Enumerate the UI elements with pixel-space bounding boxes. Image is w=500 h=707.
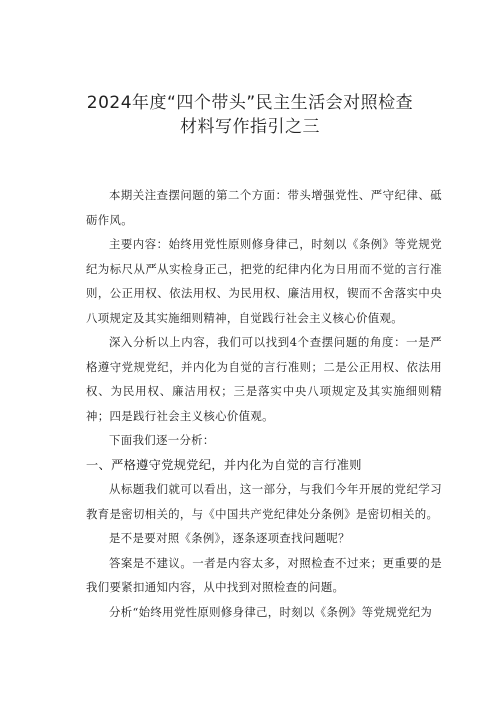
section-paragraph: 是不是要对照《条例》，逐条逐项查找问题呢？ — [109, 531, 350, 545]
document-title-line-1: 2024年度“四个带头”民主生活会对照检查 — [86, 93, 414, 113]
section-paragraph: 分析“始终用党性原则修身律己，时刻以《条例》等党规党纪为 — [109, 604, 433, 619]
paragraph-main-content: 主要内容：始终用党性原则修身律己，时刻以《条例》等党规党纪为标尺从严从实检身正己，把党的纪律内化为日用而不觉的言行准则，公正用权、依法用权、为民用权、廉洁用权，锲而不舍落实中央八项规定及其实施细则精神，自觉践行社会主义核心价值观。 — [86, 237, 442, 325]
document-body — [86, 183, 442, 624]
section-heading: 一、严格遵守党规党纪，并内化为自觉的言行准则 — [86, 457, 362, 472]
paragraph-focus: 本期关注查摆问题的第二个方面：带头增强党性、严守纪律、砥砺作风。 — [86, 188, 442, 227]
paragraph-analysis: 深入分析以上内容，我们可以找到4个查摆问题的角度：一是严格遵守党规党纪，并内化为自觉的言行准则；二是公正用权、依法用权、为民用权、廉洁用权；三是落实中央八项规定及其实施细则精神；四是践行社会主义核心价值观。 — [86, 335, 442, 423]
section-paragraph: 答案是不建议。一者是内容太多，对照检查不过来；更重要的是我们要紧扣通知内容，从中找到对照检查的问题。 — [86, 555, 442, 594]
paragraph-intro: 下面我们逐一分析： — [109, 433, 215, 447]
document-title-line-2: 材料写作指引之三 — [180, 117, 320, 137]
section-paragraph: 从标题我们就可以看出，这一部分，与我们今年开展的党纪学习教育是密切相关的，与《中国共产党纪律处分条例》是密切相关的。 — [86, 482, 442, 521]
